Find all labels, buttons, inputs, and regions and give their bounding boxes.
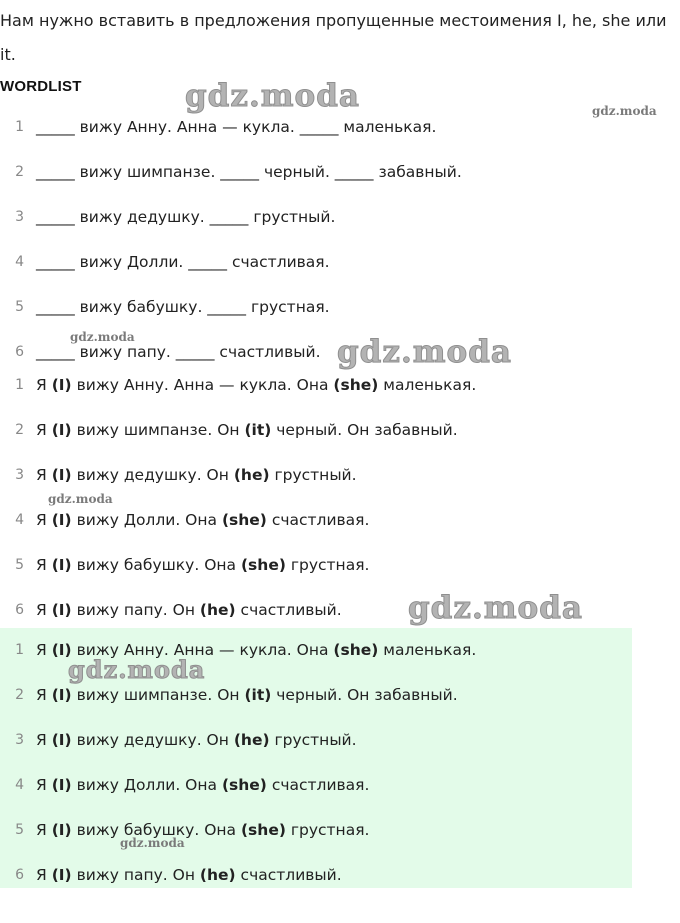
watermark: gdz.moda [337,334,512,370]
pronoun: (she) [240,556,286,574]
list-item [0,718,632,763]
pronoun: (I) [51,376,72,394]
item-text: _____ вижу шимпанзе. _____ черный. _____ забавный. [36,163,462,181]
watermark: gdz.moda [408,590,583,626]
list-item [0,628,632,673]
item-number: 3 [15,467,24,483]
pronoun: (he) [233,731,270,749]
pronoun: (he) [199,601,236,619]
item-text: _____ вижу дедушку. _____ грустный. [36,208,336,226]
pronoun: (I) [51,686,72,704]
item-text: Я (I) вижу дедушку. Он (he) грустный. [36,466,357,484]
watermark: gdz.moda [68,655,206,684]
pronoun: (I) [51,776,72,794]
item-text: Я (I) вижу шимпанзе. Он (it) черный. Он забавный. [36,421,458,439]
pronoun: (I) [51,466,72,484]
list-item [0,285,632,330]
item-text: Я (I) вижу дедушку. Он (he) грустный. [36,731,357,749]
watermark: gdz.moda [592,104,657,118]
watermark: gdz.moda [70,330,135,344]
item-text: Я (I) вижу Долли. Она (she) счастливая. [36,511,370,529]
item-number: 1 [15,642,24,658]
item-number: 6 [15,344,24,360]
pronoun: (I) [51,866,72,884]
item-text: Я (I) вижу папу. Он (he) счастливый. [36,601,342,619]
pronoun: (I) [51,731,72,749]
item-number: 6 [15,602,24,618]
item-number: 1 [15,377,24,393]
pronoun: (she) [221,511,267,529]
item-text: _____ вижу папу. _____ счастливый. [36,343,321,361]
list-item [0,195,632,240]
item-number: 1 [15,119,24,135]
list-item [0,408,632,453]
task-description: Нам нужно вставить в предложения пропущенные местоимения I, he, she или it. [0,11,667,64]
pronoun: (he) [233,466,270,484]
list-item [0,363,632,408]
pronoun: (it) [244,686,272,704]
pronoun: (he) [199,866,236,884]
watermark: gdz.moda [120,836,185,850]
item-text: Я (I) вижу бабушку. Она (she) грустная. [36,556,370,574]
exercise-list [0,105,632,375]
pronoun: (I) [51,601,72,619]
item-text: _____ вижу Анну. Анна — кукла. _____ маленькая. [36,118,437,136]
list-item [0,763,632,808]
item-text: Я (I) вижу шимпанзе. Он (it) черный. Он забавный. [36,686,458,704]
list-item [0,498,632,543]
item-number: 4 [15,777,24,793]
pronoun: (she) [221,776,267,794]
item-number: 4 [15,512,24,528]
item-number: 3 [15,209,24,225]
item-number: 5 [15,557,24,573]
pronoun: (I) [51,511,72,529]
list-item [0,150,632,195]
pronoun: (I) [51,421,72,439]
pronoun: (I) [51,556,72,574]
list-item [0,588,632,633]
list-item [0,240,632,285]
item-text: Я (I) вижу Анну. Анна — кукла. Она (she) маленькая. [36,376,477,394]
item-text: Я (I) вижу Анну. Анна — кукла. Она (she) маленькая. [36,641,477,659]
watermark: gdz.moda [48,492,113,506]
item-number: 2 [15,687,24,703]
list-item [0,543,632,588]
list-item [0,853,632,898]
answers-list [0,363,632,633]
item-number: 4 [15,254,24,270]
answers-highlight-list [0,628,632,888]
item-text: _____ вижу бабушку. _____ грустная. [36,298,330,316]
pronoun: (she) [333,376,379,394]
item-number: 2 [15,164,24,180]
item-number: 5 [15,299,24,315]
item-text: Я (I) вижу папу. Он (he) счастливый. [36,866,342,884]
watermark: gdz.moda [185,78,360,114]
item-number: 5 [15,822,24,838]
item-number: 6 [15,867,24,883]
item-text: Я (I) вижу Долли. Она (she) счастливая. [36,776,370,794]
pronoun: (it) [244,421,272,439]
list-item [0,673,632,718]
item-number: 3 [15,732,24,748]
item-text: Я (I) вижу бабушку. Она (she) грустная. [36,821,370,839]
pronoun: (I) [51,641,72,659]
list-item [0,808,632,853]
list-item [0,453,632,498]
item-number: 2 [15,422,24,438]
pronoun: (I) [51,821,72,839]
pronoun: (she) [333,641,379,659]
pronoun: (she) [240,821,286,839]
item-text: _____ вижу Долли. _____ счастливая. [36,253,330,271]
list-item [0,105,632,150]
wordlist-heading: WORDLIST [0,78,82,95]
